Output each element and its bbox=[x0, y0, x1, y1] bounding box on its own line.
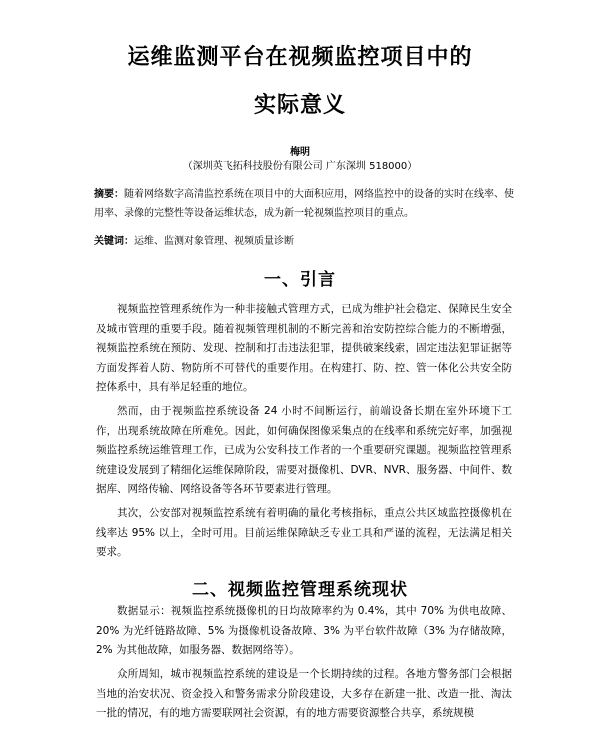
body-paragraph: 然而，由于视频监控系统设备 24 小时不间断运行，前端设备长期在室外环境下工作，出现系统故障在所难免。因此，如何确保图像采集点的在线率和系统完好率，加强视频监控系统运维管理工作，已成为公安科技工作者的一个重要研究课题。视频监控管理系统建设发展到了精细化运维保障阶段，需要对摄像机、DVR、NVR、服务器、中间件、数据库、网络传输、网络设备等各环节要素进行管理。 bbox=[96, 405, 512, 495]
author-name: 梅明 bbox=[290, 147, 310, 158]
keywords-label: 关键词： bbox=[94, 236, 134, 247]
author-affiliation: （深圳英飞拓科技股份有限公司 广东深圳 518000） bbox=[182, 161, 418, 172]
keywords bbox=[94, 232, 514, 251]
abstract bbox=[94, 185, 514, 223]
section-heading-current-status: 二、视频监控管理系统现状 bbox=[192, 580, 408, 600]
abstract-label: 摘要： bbox=[94, 189, 124, 200]
paper-title-line-1: 运维监测平台在视频监控项目中的 bbox=[127, 45, 473, 70]
body-paragraph: 数据显示：视频监控系统摄像机的日均故障率约为 0.4%，其中 70% 为供电故障、20% 为光纤链路故障、5% 为摄像机设备故障、3% 为平台软件故障（3% 为存储故障，2% 为其他故障，如服务器、数据网络等）。 bbox=[96, 605, 512, 656]
body-paragraph: 视频监控管理系统作为一种非接触式管理方式，已成为维护社会稳定、保障民生安全及城市管理的重要手段。随着视频管理机制的不断完善和治安防控综合能力的不断增强，视频监控系统在预防、发现、控制和打击违法犯罪，提供破案线索，固定违法犯罪证据等方面发挥着人防、物防所不可替代的重要作用。在构建打、防、控、管一体化公共安全防控体系中，具有举足轻重的地位。 bbox=[96, 303, 512, 393]
paper-title-line-2: 实际意义 bbox=[253, 93, 346, 118]
body-paragraph: 其次，公安部对视频监控系统有着明确的量化考核指标，重点公共区域监控摄像机在线率达 95% 以上，全时可用。目前运维保障缺乏专业工具和严谨的流程，无法满足相关要求。 bbox=[96, 507, 512, 558]
abstract-text: 随着网络数字高清监控系统在项目中的大面积应用，网络监控中的设备的实时在线率、使用率、录像的完整性等设备运维状态，成为新一轮视频监控项目的重点。 bbox=[94, 189, 514, 219]
section-heading-introduction: 一、引言 bbox=[264, 270, 336, 290]
keywords-text: 运维、监测对象管理、视频质量诊断 bbox=[134, 236, 294, 247]
body-paragraph: 众所周知，城市视频监控系统的建设是一个长期持续的过程。各地方警务部门会根据当地的治安状况、资金投入和警务需求分阶段建设，大多存在新建一批、改造一批、淘汰一批的情况，有的地方需要联网社会资源，有的地方需要资源整合共享，系统规模 bbox=[96, 668, 512, 719]
